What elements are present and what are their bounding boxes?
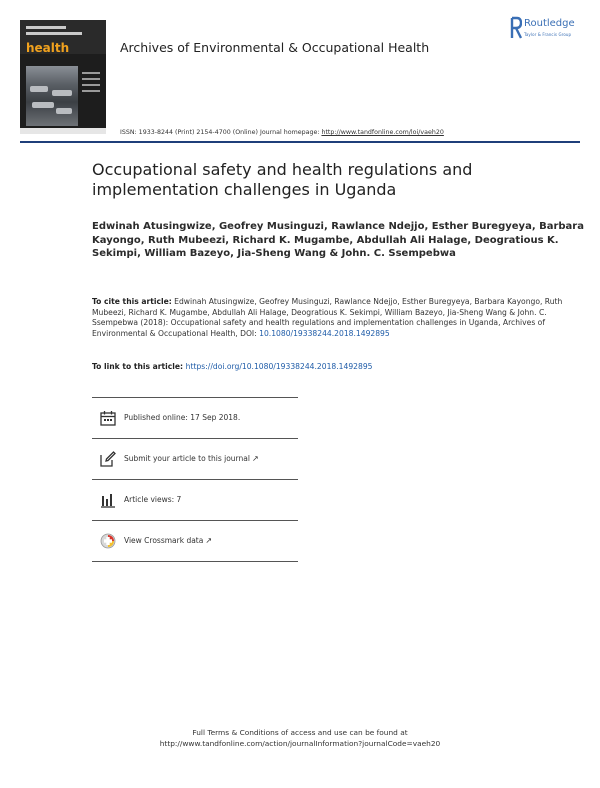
published-row (92, 397, 298, 439)
submit-article-row[interactable] (92, 439, 298, 480)
cover-title: health (26, 41, 70, 55)
article-views: Article views: 7 (124, 495, 182, 504)
citation-text: Edwinah Atusingwize, Geofrey Musinguzi, Rawlance Ndejjo, Esther Buregyeya, Barbara Kayongo, Ruth Mubeezi, Richard K. Mugambe, Abdullah Ali Halage, Deogratious K. Sekimpi, William Bazeyo, Jia-Sheng Wang & John. C. Ssempebwa (2018): Occupational safety and health regulations and implementation challenges in Uganda, Archives of Environmental & Occupational Health, DOI: (92, 297, 563, 338)
published-date: Published online: 17 Sep 2018. (124, 413, 241, 422)
publisher-logo (510, 16, 588, 44)
cover-line (26, 32, 82, 35)
citation-label: To cite this article: (92, 297, 172, 306)
article-info-box (92, 397, 298, 562)
citation-block (92, 297, 592, 339)
journal-title: Archives of Environmental & Occupational Health (120, 40, 430, 55)
journal-cover-image (20, 20, 106, 134)
cover-side-line (82, 90, 100, 92)
routledge-logo-icon (510, 16, 522, 40)
terms-url[interactable]: http://www.tandfonline.com/action/journalInformation?journalCode=vaeh20 (159, 738, 441, 748)
link-label: To link to this article: (92, 362, 186, 371)
cover-photo (26, 66, 78, 126)
article-title: Occupational safety and health regulations and implementation challenges in Uganda (92, 160, 473, 199)
calendar-icon (100, 410, 116, 426)
external-link-icon: ↗ (205, 536, 213, 545)
cover-line (26, 26, 66, 29)
crossmark-row[interactable] (92, 521, 298, 562)
cover-side-line (82, 84, 100, 86)
issn-text: ISSN: 1933-8244 (Print) 2154-4700 (Online) Journal homepage: (120, 129, 322, 136)
doi-link[interactable]: 10.1080/19338244.2018.1492895 (259, 328, 390, 338)
submit-article-link[interactable]: Submit your article to this journal ↗ (124, 454, 259, 463)
crossmark-link[interactable]: View Crossmark data ↗ (124, 536, 213, 545)
cover-footer (20, 128, 106, 134)
issn-line (120, 129, 444, 136)
terms-footer (0, 728, 600, 749)
article-views-row (92, 480, 298, 521)
article-doi-url[interactable]: https://doi.org/10.1080/19338244.2018.1492895 (185, 362, 373, 371)
external-link-icon: ↗ (251, 454, 259, 463)
author-list: Edwinah Atusingwize, Geofrey Musinguzi, Rawlance Ndejjo, Esther Buregyeya, Barbara Kayongo, Ruth Mubeezi, Richard K. Mugambe, Abdullah Ali Halage, Deogratious K. Sekimpi, William Bazeyo, Jia-Sheng Wang & John. C. Ssempebwa (92, 221, 584, 260)
journal-homepage-link[interactable]: http://www.tandfonline.com/loi/vaeh20 (321, 129, 444, 136)
cover-side-line (82, 72, 100, 74)
bar-chart-icon (100, 492, 116, 508)
publisher-name: Routledge (524, 18, 575, 29)
terms-text: Full Terms & Conditions of access and use can be found at (192, 728, 408, 737)
publisher-tagline: Taylor & Francis Group (524, 32, 572, 37)
crossmark-icon (100, 533, 116, 549)
cover-side-line (82, 78, 100, 80)
edit-icon (100, 451, 116, 467)
header-divider (20, 141, 580, 143)
article-link-block (92, 362, 592, 372)
